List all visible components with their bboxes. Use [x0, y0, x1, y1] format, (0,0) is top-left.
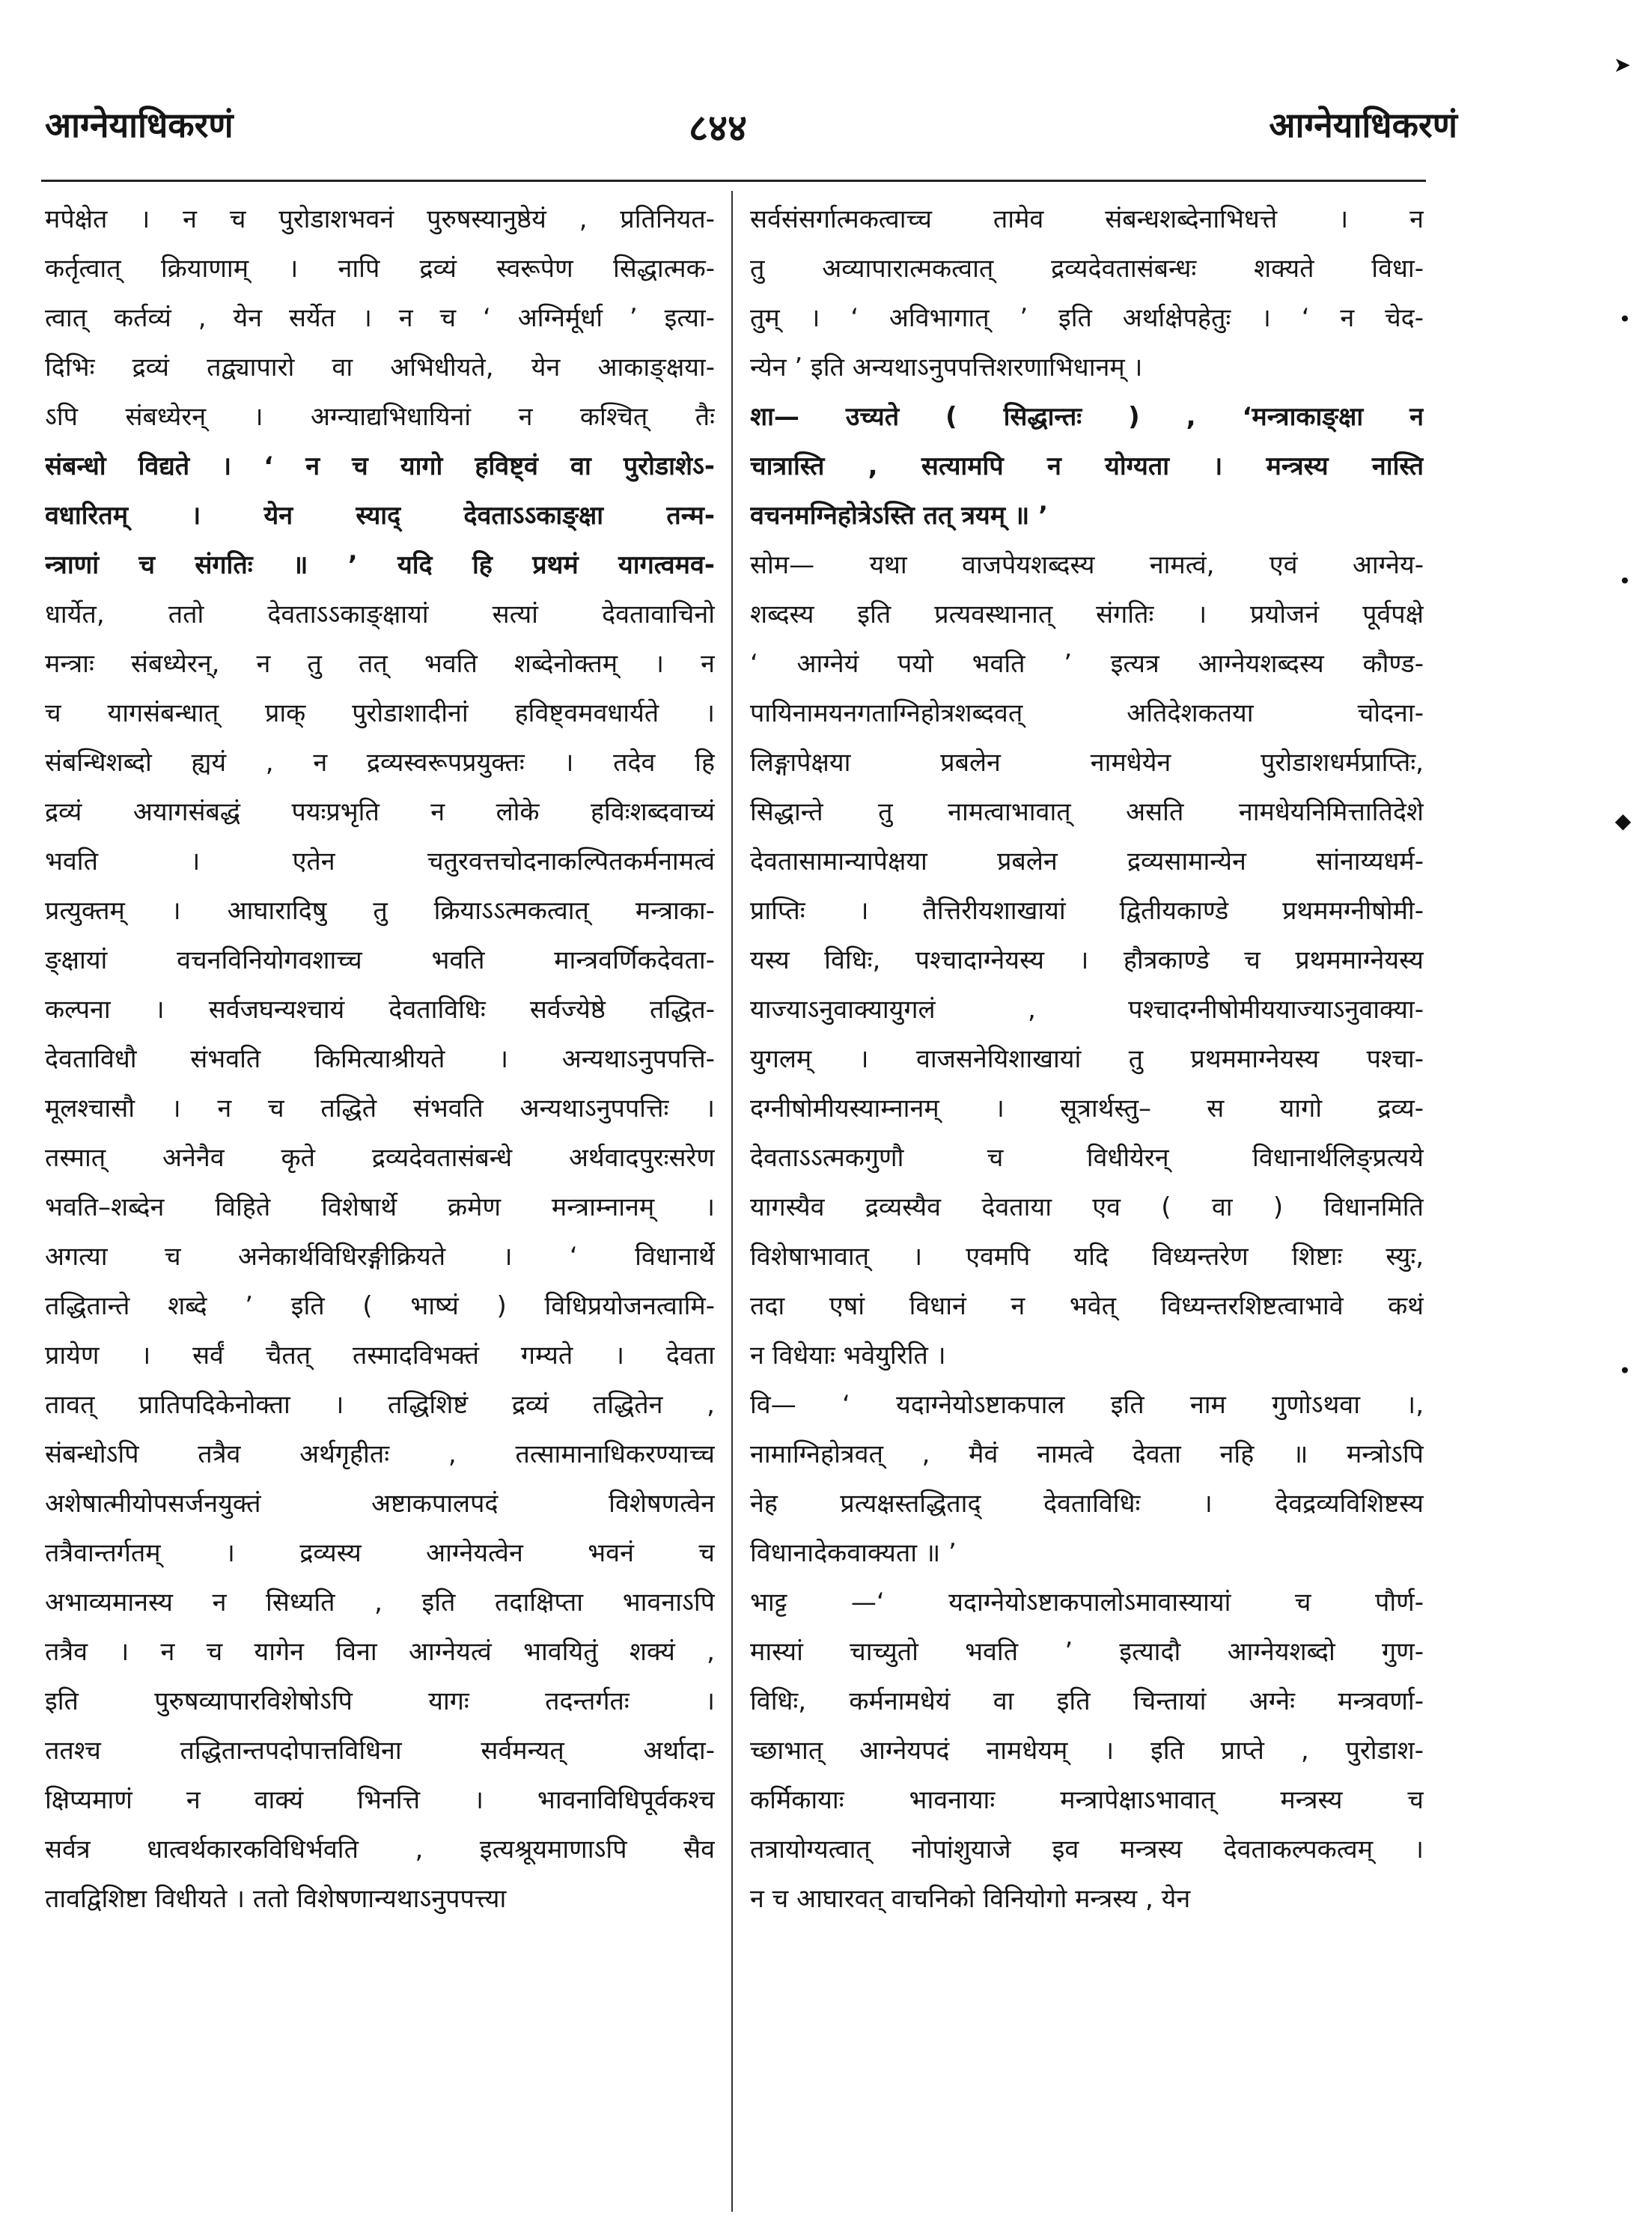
text-line: अभाव्यमानस्य न सिध्यति , इति तदाक्षिप्ता भावनाऽपि — [45, 1588, 715, 1617]
text-line: नेह प्रत्यक्षस्तद्धिताद् देवताविधिः । देवद्रव्यविशिष्टस्य — [750, 1489, 1424, 1519]
text-line: वचनमग्निहोत्रेऽस्ति तत् त्रयम् ॥ ’ — [750, 501, 1049, 531]
text-line: मन्त्राः संबध्येरन्, न तु तत् भवति शब्देनोक्तम् । न — [45, 649, 715, 679]
text-line: याज्याऽनुवाक्यायुगलं , पश्चादग्नीषोमीययाज्याऽनुवाक्या- — [750, 995, 1424, 1025]
right-column — [750, 195, 1424, 1924]
text-line: सर्वसंसर्गात्मकत्वाच्च तामेव संबन्धशब्देनाभिधत्ते । न — [750, 204, 1424, 234]
text-line: यागस्यैव द्रव्यस्यैव देवताया एव ( वा ) विधानमिति — [750, 1192, 1424, 1222]
text-line: तु अव्यापारात्मकत्वात् द्रव्यदेवतासंबन्धः शक्यते विधा- — [750, 254, 1424, 284]
text-line: भवति । एतेन चतुरवत्तचोदनाकल्पितकर्मनामत्वं — [45, 847, 715, 876]
text-line: तावद्विशिष्टा विधीयते । ततो विशेषणान्यथाऽनुपपत्त्या — [45, 1884, 507, 1914]
text-line: नामाग्निहोत्रवत् , मैवं नामत्वे देवता नहि ॥ मन्त्रोऽपि — [750, 1439, 1424, 1469]
text-line: कर्तृत्वात् क्रियाणाम् । नापि द्रव्यं स्वरूपेण सिद्धात्मक- — [45, 254, 715, 284]
text-line: देवतासामान्यापेक्षया प्रबलेन द्रव्यसामान्येन सांनाय्यधर्म- — [750, 847, 1424, 876]
text-line: मपेक्षेत । न च पुरोडाशभवनं पुरुषस्यानुष्ठेयं , प्रतिनियत- — [45, 204, 715, 234]
text-line: सिद्धान्ते तु नामत्वाभावात् असति नामधेयनिमित्तातिदेशे — [750, 797, 1424, 827]
text-line: विशेषाभावात् । एवमपि यदि विध्यन्तरेण शिष्टाः स्युः, — [750, 1242, 1424, 1272]
text-line: द्रव्यं अयागसंबद्धं पयःप्रभृति न लोके हविःशब्दवाच्यं — [45, 797, 715, 827]
text-line: च्छाभात् आग्नेयपदं नामधेयम् । इति प्राप्ते , पुरोडाश- — [750, 1736, 1424, 1766]
text-line: त्वात् कर्तव्यं , येन सर्येत । न च ‘ अग्निर्मूर्धा ’ इत्या- — [45, 303, 715, 333]
text-line: न्येन ’ इति अन्यथाऽनुपपत्तिशरणाभिधानम् । — [750, 353, 1143, 382]
text-line: धार्येत, ततो देवताऽऽकाङ्क्षायां सत्यां देवतावाचिनो — [45, 600, 715, 629]
page-header — [30, 101, 1607, 168]
text-line: शब्दस्य इति प्रत्यवस्थानात् संगतिः । प्रयोजनं पूर्वपक्षे — [750, 600, 1424, 629]
running-title-left: आग्नेयाधिकरणं — [45, 105, 234, 145]
text-line: वधारितम् । येन स्याद् देवताऽऽकाङ्क्षा तन्म- — [45, 501, 715, 531]
text-line: ‘ आग्नेयं पयो भवति ’ इत्यत्र आग्नेयशब्दस्य कौण्ड- — [750, 649, 1424, 679]
text-line: यस्य विधिः, पश्चादाग्नेयस्य । हौत्रकाण्डे च प्रथममाग्नेयस्य — [750, 945, 1424, 975]
text-line: न विधेयाः भवेयुरिति । — [750, 1341, 946, 1370]
text-line: अशेषात्मीयोपसर्जनयुक्तं अष्टाकपालपदं विशेषणत्वेन — [45, 1489, 715, 1519]
text-line: मास्यां चाच्युतो भवति ’ इत्यादौ आग्नेयशब्दो गुण- — [750, 1637, 1424, 1667]
text-line: विधिः, कर्मनामधेयं वा इति चिन्तायां अग्नेः मन्त्रवर्णा- — [750, 1686, 1424, 1716]
text-line: इति पुरुषव्यापारविशेषोऽपि यागः तदन्तर्गतः । — [45, 1686, 715, 1716]
text-line: पायिनामयनगताग्निहोत्रशब्दवत् अतिदेशकतया चोदना- — [750, 698, 1424, 728]
text-line: लिङ्गापेक्षया प्रबलेन नामधेयेन पुरोडाशधर्मप्राप्तिः, — [750, 748, 1424, 778]
text-line: विधानादेकवाक्यता ॥ ’ — [750, 1538, 957, 1568]
text-line: संबन्धोऽपि तत्रैव अर्थगृहीतः , तत्सामानाधिकरण्याच्च — [45, 1439, 715, 1469]
text-line: सोम— यथा वाजपेयशब्दस्य नामत्वं, एवं आग्नेय- — [750, 550, 1424, 580]
text-line: ऽपि संबध्येरन् । अग्न्याद्यभिधायिनां न कश्चित् तैः — [45, 402, 715, 432]
text-line: सर्वत्र धात्वर्थकारकविधिर्भवति , इत्यश्रूयमाणाऽपि सैव — [45, 1835, 715, 1865]
text-line: दग्नीषोमीयस्याम्नानम् । सूत्रार्थस्तु– स यागो द्रव्य- — [750, 1094, 1424, 1123]
text-line: देवताविधौ संभवति किमित्याश्रीयते । अन्यथाऽनुपपत्ति- — [45, 1044, 715, 1074]
text-line: कर्मिकायाः भावनायाः मन्त्रापेक्षाऽभावात् मन्त्रस्य च — [750, 1785, 1424, 1815]
text-line: तावत् प्रातिपदिकेनोक्ता । तद्धिशिष्टं द्रव्यं तद्धितेन , — [45, 1390, 715, 1420]
text-line: तत्रैव । न च यागेन विना आग्नेयत्वं भावयितुं शक्यं , — [45, 1637, 715, 1667]
running-title-right: आग्नेयाधिकरणं — [1269, 105, 1457, 145]
text-line: तत्रायोग्यत्वात् नोपांशुयाजे इव मन्त्रस्य देवताकल्पकत्वम् । — [750, 1835, 1424, 1865]
text-line: तस्मात् अनेनैव कृते द्रव्यदेवतासंबन्धे अर्थवादपुरःसरेण — [45, 1143, 715, 1173]
header-rule — [41, 180, 1426, 182]
text-line: तद्धितान्ते शब्दे ’ इति ( भाष्यं ) विधिप्रयोजनत्वामि- — [45, 1291, 715, 1321]
column-divider — [731, 191, 733, 2212]
text-line: च यागसंबन्धात् प्राक् पुरोडाशादीनां हविष्ट्वमवधार्यते । — [45, 698, 715, 728]
text-line: न च आघारवत् वाचनिको विनियोगो मन्त्रस्य , येन — [750, 1884, 1191, 1914]
text-line: तुम् । ‘ अविभागात् ’ इति अर्थाक्षेपहेतुः । ‘ न चेद- — [750, 303, 1424, 333]
left-column — [45, 195, 715, 1924]
text-line: मूलश्चासौ । न च तद्धिते संभवति अन्यथाऽनुपपत्तिः । — [45, 1094, 715, 1123]
text-line: संबन्धो विद्यते । ‘ न च यागो हविष्ट्वं वा पुरोडाशेऽ- — [45, 451, 715, 481]
text-line: प्राप्तिः । तैत्तिरीयशाखायां द्वितीयकाण्डे प्रथममग्नीषोमी- — [750, 896, 1424, 926]
text-line: कल्पना । सर्वजघन्यश्चायं देवताविधिः सर्वज्येष्ठे तद्धित- — [45, 995, 715, 1025]
text-line: तदा एषां विधानं न भवेत् विध्यन्तरशिष्टत्वाभावे कथं — [750, 1291, 1424, 1321]
page-number: ८४४ — [689, 106, 747, 150]
scan-speck: • — [1618, 307, 1631, 332]
text-line: दिभिः द्रव्यं तद्व्यापारो वा अभिधीयते, येन आकाङ्क्षया- — [45, 353, 715, 382]
scan-speck: • — [1618, 1359, 1631, 1383]
scan-speck: • — [1618, 569, 1631, 594]
text-line: चात्रास्ति , सत्यामपि न योग्यता । मन्त्रस्य नास्ति — [750, 451, 1424, 481]
scan-speck: ➤ — [1613, 52, 1631, 77]
text-line: वि— ‘ यदाग्नेयोऽष्टाकपाल इति नाम गुणोऽथवा ।, — [750, 1390, 1424, 1420]
text-line: शा— उच्यते ( सिद्धान्तः ) , ‘मन्त्राकाङ्क्षा न — [750, 402, 1424, 432]
text-line: भाट्ट —‘ यदाग्नेयोऽष्टाकपालोऽमावास्यायां च पौर्ण- — [750, 1588, 1424, 1617]
text-line: प्रायेण । सर्वं चैतत् तस्मादविभक्तं गम्यते । देवता — [45, 1341, 715, 1370]
text-line: देवताऽऽत्मकगुणौ च विधीयेरन् विधानार्थलिङ्प्रत्यये — [750, 1143, 1424, 1173]
text-line: ततश्च तद्धितान्तपदोपात्तविधिना सर्वमन्यत् अर्थादा- — [45, 1736, 715, 1766]
text-line: न्त्राणां च संगतिः ॥ ’ यदि हि प्रथमं यागत्वमव- — [45, 550, 715, 580]
text-line: ङ्क्षायां वचनविनियोगवशाच्च भवति मान्त्रवर्णिकदेवता- — [45, 945, 715, 975]
text-line: युगलम् । वाजसनेयिशाखायां तु प्रथममाग्नेयस्य पश्चा- — [750, 1044, 1424, 1074]
text-line: क्षिप्यमाणं न वाक्यं भिनत्ति । भावनाविधिपूर्वकश्च — [45, 1785, 715, 1815]
text-line: तत्रैवान्तर्गतम् । द्रव्यस्य आग्नेयत्वेन भवनं च — [45, 1538, 715, 1568]
text-line: संबन्धिशब्दो ह्ययं , न द्रव्यस्वरूपप्रयुक्तः । तदेव हि — [45, 748, 715, 778]
text-line: अगत्या च अनेकार्थविधिरङ्गीक्रियते । ‘ विधानार्थे — [45, 1242, 715, 1272]
text-line: प्रत्युक्तम् । आघारादिषु तु क्रियाऽऽत्मकत्वात् मन्त्राका- — [45, 896, 715, 926]
scan-speck: ◆ — [1615, 808, 1631, 833]
text-line: भवति–शब्देन विहिते विशेषार्थे क्रमेण मन्त्राम्नानम् । — [45, 1192, 715, 1222]
